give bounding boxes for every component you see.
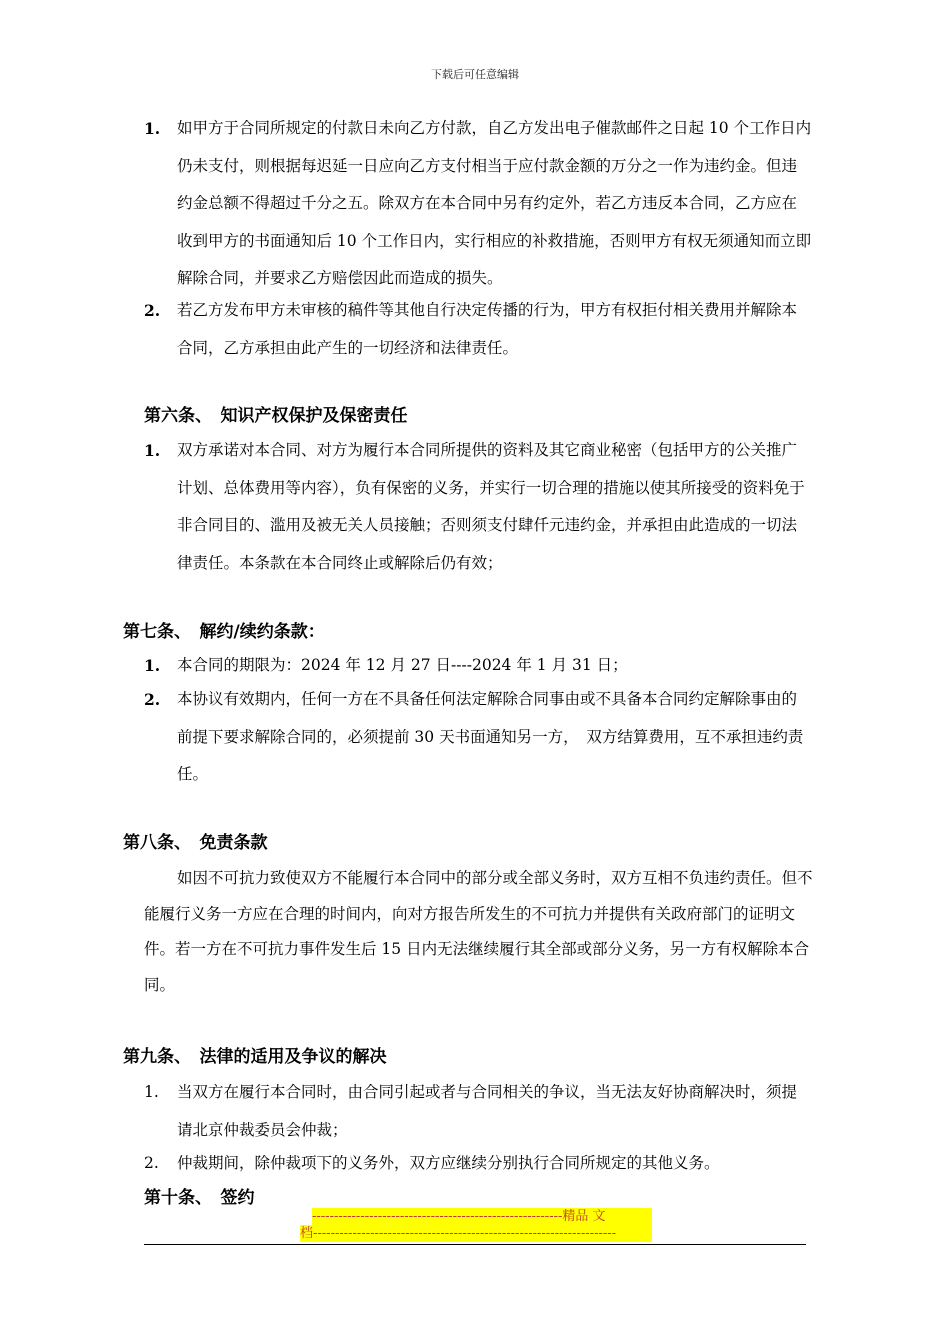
item-number: 1.: [144, 1083, 159, 1101]
list-item: [144, 432, 812, 582]
item-text: 如甲方于合同所规定的付款日未向乙方付款，自乙方发出电子催款邮件之日起 10 个工作日内仍未支付，则根据每迟延一日应向乙方支付相当于应付款金额的万分之一作为违约金。但违约金总额不得超过千分之五。除双方在本合同中另有约定外，若乙方违反本合同，乙方应在收到甲方的书面通知后 10 个工作日内，实行相应的补救措施，否则甲方有权无须通知而立即解除合同，并要求乙方赔偿因此而造成的损失。: [177, 119, 812, 287]
list-item: [144, 292, 812, 367]
list-item: [144, 1074, 812, 1149]
list-item: [144, 1145, 812, 1183]
section-heading: 第十条、 签约: [144, 1188, 255, 1208]
section-heading: 第八条、 免责条款: [123, 833, 268, 853]
item-number: 2.: [144, 1154, 159, 1172]
footer-watermark: [300, 1208, 652, 1242]
section-heading: 第七条、 解约/续约条款：: [123, 622, 325, 642]
list-item: [144, 110, 812, 298]
item-text: 当双方在履行本合同时，由合同引起或者与合同相关的争议，当无法友好协商解决时，须提请北京仲裁委员会仲裁；: [177, 1083, 798, 1139]
item-text: 仲裁期间，除仲裁项下的义务外，双方应继续分别执行合同所规定的其他义务。: [177, 1154, 720, 1172]
item-number: 1.: [144, 119, 161, 138]
section-paragraph: 如因不可抗力致使双方不能履行本合同中的部分或全部义务时，双方互相不负违约责任。但不能履行义务一方应在合理的时间内，向对方报告所发生的不可抗力并提供有关政府部门的证明文件。若一方在不可抗力事件发生后 15 日内无法继续履行其全部或部分义务，另一方有权解除本合同。: [144, 869, 813, 994]
item-text: 若乙方发布甲方未审核的稿件等其他自行决定传播的行为，甲方有权拒付相关费用并解除本合同，乙方承担由此产生的一切经济和法律责任。: [177, 301, 798, 357]
item-text: 本合同的期限为：2024 年 12 月 27 日----2024 年 1 月 31 日；: [177, 656, 628, 674]
list-item: [144, 681, 812, 794]
item-number: 1.: [144, 441, 161, 460]
item-number: 2.: [144, 301, 161, 320]
footer-line: 档---------------------------------------------------------------------: [300, 1225, 652, 1242]
footer-divider: [144, 1244, 806, 1245]
item-text: 本协议有效期内，任何一方在不具备任何法定解除合同事由或不具备本合同约定解除事由的前提下要求解除合同的，必须提前 30 天书面通知另一方， 双方结算费用，互不承担违约责任。: [177, 690, 804, 783]
item-number: 2.: [144, 690, 161, 709]
page-header: 下载后可任意编辑: [431, 68, 519, 81]
list-item: [144, 647, 812, 685]
item-text: 双方承诺对本合同、对方为履行本合同所提供的资料及其它商业秘密（包括甲方的公关推广计划、总体费用等内容），负有保密的义务，并实行一切合理的措施以使其所接受的资料免于非合同目的、滥用及被无关人员接触；否则须支付肆仟元违约金，并承担由此造成的一切法律责任。本条款在本合同终止或解除后仍有效；: [177, 441, 805, 572]
section-heading: 第六条、 知识产权保护及保密责任: [144, 406, 408, 426]
footer-line: ---------------------------------------------------------精品 文: [312, 1208, 652, 1225]
section-heading: 第九条、 法律的适用及争议的解决: [123, 1047, 387, 1067]
item-number: 1.: [144, 656, 161, 675]
